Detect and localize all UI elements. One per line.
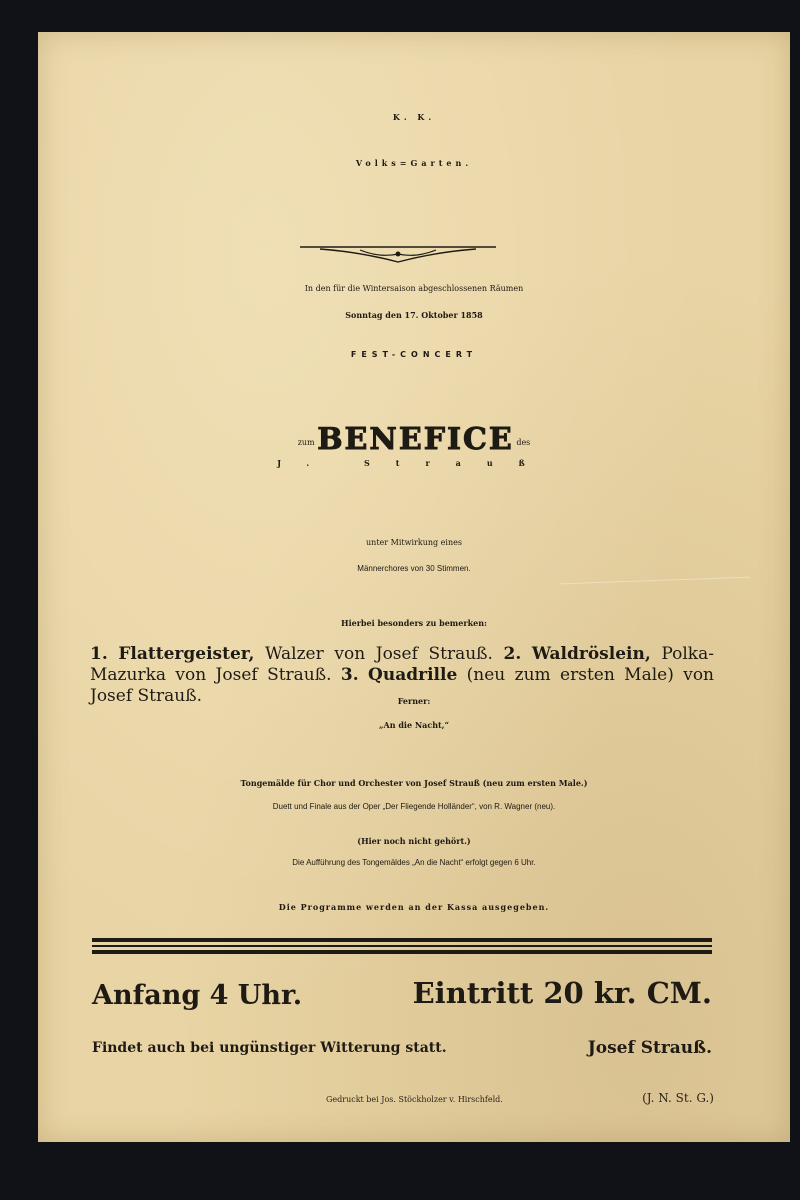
divider-rule-bottom	[92, 950, 712, 954]
item-1-title: Flattergeister,	[118, 644, 255, 664]
date-line: Sonntag den 17. Oktober 1858	[345, 310, 483, 320]
ornament-divider	[300, 242, 496, 264]
item-1-description: Walzer von Josef Strauß.	[265, 644, 493, 664]
divider-rule-middle	[92, 945, 712, 947]
feature-title: „An die Nacht,“	[378, 720, 450, 730]
signature: Josef Strauß.	[587, 1038, 712, 1058]
item-2-description: Polka-Mazurka von Josef Strauß.	[90, 644, 714, 685]
item-3-title: Quadrille	[368, 665, 458, 685]
divider-rule-top	[92, 938, 712, 942]
event-title: FEST-CONCERT	[350, 350, 478, 359]
printer-mark: (J. N. St. G.)	[642, 1091, 714, 1105]
background-strip	[0, 1142, 800, 1200]
item-3-description: (neu zum ersten Male) von Josef Strauß.	[90, 665, 715, 706]
benefice-line	[38, 422, 790, 457]
not-heard-line: (Hier noch nicht gehört.)	[357, 836, 471, 846]
benefice-suffix: des	[516, 438, 531, 447]
remarks-heading: Hierbei besonders zu bemerken:	[341, 618, 487, 628]
start-time: Anfang 4 Uhr.	[92, 980, 303, 1011]
poster-title: Volks=Garten.	[355, 158, 473, 168]
intro-line: In den für die Wintersaison abgeschlossenen Räumen	[304, 284, 524, 293]
item-2-number: 2.	[503, 644, 522, 664]
admission-price: Eintritt 20 kr. CM.	[412, 976, 712, 1010]
item-2-title: Waldröslein,	[531, 644, 651, 664]
performance-time-line: Die Aufführung des Tongemäldes „An die Nacht“ erfolgt gegen 6 Uhr.	[292, 858, 536, 867]
programmes-line: Die Programme werden an der Kassa ausgegeben.	[278, 902, 550, 912]
performer-name: J. Strauß	[277, 458, 551, 468]
weather-note: Findet auch bei ungünstiger Witterung statt.	[92, 1040, 447, 1056]
header-kk: K. K.	[392, 112, 436, 122]
item-3-number: 3.	[340, 665, 359, 685]
with-line: unter Mitwirkung eines	[366, 538, 462, 547]
benefice-word: BENEFICE	[317, 422, 514, 457]
feature-description: Tongemälde für Chor und Orchester von Josef Strauß (neu zum ersten Male.)	[240, 778, 588, 788]
further-heading: Ferner:	[397, 696, 431, 706]
choir-line: Männerchores von 30 Stimmen.	[357, 564, 471, 573]
item-1-number: 1.	[90, 644, 108, 664]
duet-line: Duett und Finale aus der Oper „Der Fliegende Holländer“, von R. Wagner (neu).	[272, 802, 556, 811]
benefice-prefix: zum	[297, 438, 315, 447]
printer-credit: Gedruckt bei Jos. Stöckholzer v. Hirschfeld.	[326, 1095, 503, 1104]
